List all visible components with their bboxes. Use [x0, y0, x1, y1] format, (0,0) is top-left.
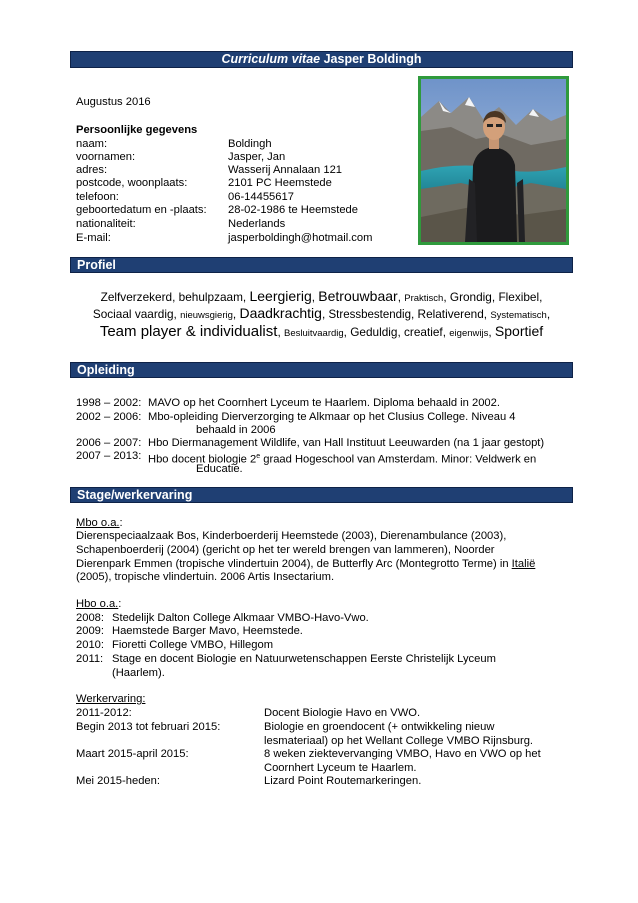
trait-sep: ,	[546, 307, 551, 321]
label-email: E-mail:	[76, 232, 111, 244]
section-profiel-header: Profiel	[70, 257, 573, 273]
opleiding-period: 2006 – 2007:	[76, 437, 142, 449]
hbo-year: 2009:	[76, 625, 104, 637]
trait-sep: ,	[488, 325, 495, 339]
trait-sep: ,	[277, 325, 284, 339]
cv-title-name: Jasper Boldingh	[323, 52, 422, 66]
label-telefoon: telefoon:	[76, 191, 119, 203]
trait-sep: ,	[443, 290, 450, 304]
opleiding-text-part: Hbo docent biologie 2	[148, 453, 257, 466]
mbo-line: Dierenspeciaalzaak Bos, Kinderboerderij Heemstede (2003), Dierenambulance (2003),	[76, 530, 507, 542]
trait-text: Sociaal vaardig,	[92, 307, 181, 321]
trait-flexibel: Flexibel	[498, 290, 540, 304]
werk-period: Maart 2015-april 2015:	[76, 748, 189, 760]
mbo-heading-text: Mbo o.a.	[76, 517, 120, 529]
value-telefoon: 06-14455617	[228, 191, 294, 203]
cv-title-bar	[70, 51, 573, 68]
hbo-heading-text: Hbo o.a.	[76, 598, 119, 610]
cv-date: Augustus 2016	[76, 96, 151, 108]
trait-geduldig-creatief: Geduldig, creatief	[350, 325, 443, 339]
hbo-text-cont: (Haarlem).	[112, 667, 165, 679]
cv-title-italic: Curriculum vitae	[221, 52, 321, 66]
trait-eigenwijs: eigenwijs	[449, 328, 489, 339]
werk-text-cont: lesmateriaal) op het Wellant College VMBO Rijnsburg.	[264, 735, 534, 747]
trait-sep: ,	[491, 290, 499, 304]
trait-sep: ,	[397, 290, 405, 304]
opleiding-text: Mbo-opleiding Dierverzorging te Alkmaar op het Clusius College. Niveau 4	[148, 411, 516, 423]
profile-photo-image	[421, 79, 566, 242]
trait-sep: ,	[539, 290, 543, 304]
label-voornamen: voornamen:	[76, 151, 136, 163]
profiel-line-3	[70, 325, 573, 341]
werk-text: Biologie en groendocent (+ ontwikkeling nieuw	[264, 721, 495, 733]
profiel-line-1	[70, 290, 573, 306]
label-naam: naam:	[76, 138, 108, 150]
trait-sportief: Sportief	[494, 323, 544, 339]
trait-sep: ,	[442, 325, 450, 339]
mbo-line: (2005), tropische vlindertuin. 2006 Artis Insectarium.	[76, 571, 335, 583]
hbo-text: Fioretti College VMBO, Hillegom	[112, 639, 274, 651]
value-naam: Boldingh	[228, 138, 272, 150]
hbo-text: Stage en docent Biologie en Natuurwetenschappen Eerste Christelijk Lyceum	[112, 653, 496, 665]
hbo-colon: :	[118, 598, 122, 610]
value-voornamen: Jasper, Jan	[228, 151, 286, 163]
trait-sep: ,	[232, 307, 240, 321]
hbo-text: Stedelijk Dalton College Alkmaar VMBO-Havo-Vwo.	[112, 612, 369, 624]
label-geboortedatum: geboortedatum en -plaats:	[76, 204, 207, 216]
mbo-line	[76, 558, 535, 572]
trait-stressbestendig: Stressbestendig	[328, 309, 411, 321]
trait-relativerend: Relativerend	[417, 307, 484, 321]
value-postcode: 2101 PC Heemstede	[228, 177, 332, 189]
value-adres: Wasserij Annalaan 121	[228, 164, 343, 176]
opleiding-text-part: graad Hogeschool van Amsterdam. Minor: Veldwerk en	[260, 453, 537, 466]
trait-leergierig: Leergierig	[249, 288, 312, 304]
label-postcode: postcode, woonplaats:	[76, 177, 188, 189]
hbo-year: 2011:	[76, 653, 104, 665]
hbo-heading	[76, 598, 121, 612]
trait-sep: ,	[483, 307, 491, 321]
werkervaring-heading: Werkervaring:	[76, 693, 146, 705]
opleiding-period: 2007 – 2013:	[76, 450, 142, 462]
hbo-year: 2008:	[76, 612, 104, 624]
trait-betrouwbaar: Betrouwbaar	[318, 288, 398, 304]
profiel-line-2	[70, 307, 573, 323]
werk-text: Docent Biologie Havo en VWO.	[264, 707, 421, 719]
trait-praktisch: Praktisch	[404, 293, 444, 304]
trait-sep: ,	[311, 290, 319, 304]
werk-text: 8 weken ziektevervanging VMBO, Havo en VWO op het	[264, 748, 541, 760]
trait-team-player: Team player & individualist	[99, 323, 278, 340]
superscript: e	[256, 453, 261, 460]
section-stage-header: Stage/werkervaring	[70, 487, 573, 503]
werk-period: 2011-2012:	[76, 707, 132, 719]
trait-grondig: Grondig	[449, 290, 492, 304]
trait-daadkrachtig: Daadkrachtig	[239, 305, 322, 321]
werk-period: Begin 2013 tot februari 2015:	[76, 721, 221, 733]
trait-systematisch: Systematisch	[490, 310, 547, 321]
hbo-text: Haemstede Barger Mavo, Heemstede.	[112, 625, 303, 637]
opleiding-text: MAVO op het Coornhert Lyceum te Haarlem. Diploma behaald in 2002.	[148, 397, 500, 409]
opleiding-text: Hbo Diermanagement Wildlife, van Hall Instituut Leeuwarden (na 1 jaar gestopt)	[148, 437, 545, 449]
hbo-year: 2010:	[76, 639, 104, 651]
opleiding-text-cont: behaald in 2006	[196, 424, 276, 436]
section-opleiding-header: Opleiding	[70, 362, 573, 378]
value-nationaliteit: Nederlands	[228, 218, 286, 230]
trait-nieuwsgierig: nieuwsgierig	[180, 310, 233, 321]
value-email: jasperboldingh@hotmail.com	[228, 232, 373, 244]
werk-text-cont: Coornhert Lyceum te Haarlem.	[264, 762, 417, 774]
label-adres: adres:	[76, 164, 108, 176]
mbo-line: Schapenboerderij (2004) (gericht op het ter wereld brengen van lammeren), Noorder	[76, 544, 495, 556]
opleiding-period: 2002 – 2006:	[76, 411, 142, 423]
label-nationaliteit: nationaliteit:	[76, 218, 136, 230]
trait-sep: ,	[410, 307, 418, 321]
value-geboortedatum: 28-02-1986 te Heemstede	[228, 204, 358, 216]
profile-photo	[418, 76, 569, 245]
mbo-heading	[76, 517, 123, 531]
werk-period: Mei 2015-heden:	[76, 775, 160, 787]
trait-text: Zelfverzekerd, behulpzaam,	[100, 290, 250, 304]
werk-text: Lizard Point Routemarkeringen.	[264, 775, 422, 787]
trait-sep: ,	[343, 325, 351, 339]
opleiding-period: 1998 – 2002:	[76, 397, 142, 409]
mbo-line-text: Dierenpark Emmen (tropische vlindertuin 2004), de Butterfly Arc (Montegrotto Terme) in	[76, 558, 512, 570]
trait-sep: ,	[321, 307, 329, 321]
trait-besluitvaardig: Besluitvaardig	[284, 328, 344, 339]
italie-link[interactable]: Italië	[511, 558, 536, 570]
mbo-colon: :	[119, 517, 123, 529]
personal-heading: Persoonlijke gegevens	[76, 124, 198, 136]
opleiding-text-cont: Educatie.	[196, 463, 243, 475]
